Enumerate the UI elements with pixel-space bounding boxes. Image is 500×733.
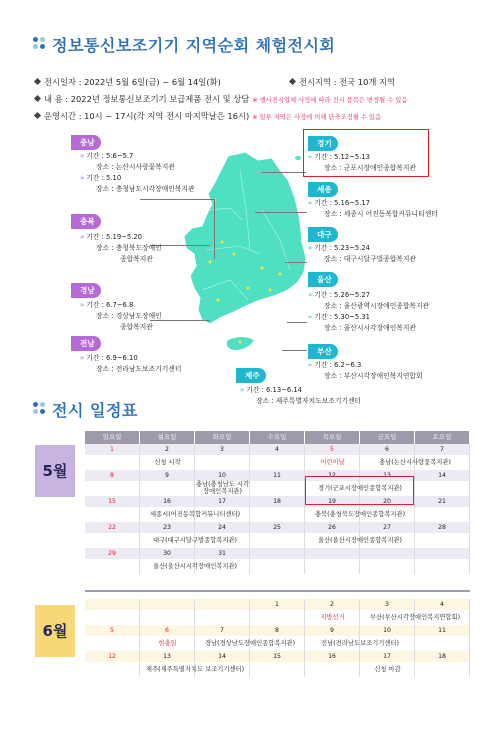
gyeonggi-highlight-box [303,129,429,177]
schedule-date-cell: 30 [140,548,195,559]
region-chungbuk-info: » 기간 : 5.19~5.20 장소 : 충청북도장애인 종합복지관 [80,233,162,263]
schedule-date-row [85,548,470,559]
region-busan-info: » 기간 : 6.2~6.3 장소 : 부산시각장애인복지연합회 [308,361,423,380]
schedule-date-cell: 6 [140,625,195,636]
region-ulsan-info: » 기간 : 5.26~5.27 장소 : 울산광역시장애인종합복지관 » 기간 : 5.30~5.31 장소 : 울산시시각장애인복지관 [308,291,430,332]
region-chungnam-tag: 충남 [71,135,101,150]
schedule-date-cell: 26 [305,522,360,533]
schedule-date-cell: 31 [195,548,250,559]
month-may-label: 5월 [35,445,75,497]
schedule-date-cell: 13 [140,651,195,662]
schedule-date-cell: 23 [140,522,195,533]
schedule-date-cell: 7 [195,625,250,636]
schedule-date-cell: 25 [250,522,305,533]
schedule-date-cell: 8 [85,470,140,481]
schedule-date-cell: 2 [305,599,360,610]
schedule-date-cell: 18 [250,496,305,507]
leader-ulsan [287,322,307,323]
schedule-date-cell: 3 [360,599,415,610]
region-gyeongnam-tag: 경남 [71,283,101,298]
region-chungnam-info: » 기간 : 5.6~5.7 장소 : 논산시사랑꽃복지관 » 기간 : 5.10 장소 : 충청남도시각장애인복지관 [80,152,195,193]
schedule-date-cell: 14 [415,470,470,481]
schedule-date-cell: 21 [415,496,470,507]
schedule-date-cell: 10 [360,625,415,636]
schedule-date-cell: 1 [85,444,140,455]
page-title: 정보통신보조기기 지역순회 체험전시회 [52,36,336,55]
month-june-label: 6월 [35,605,75,657]
schedule-date-cell: 10 [195,470,250,481]
schedule-date-row [85,444,470,455]
schedule-date-cell: 18 [415,651,470,662]
title-dots-icon [33,37,47,51]
leader-chungnam-v [214,199,215,259]
schedule-date-cell [195,599,250,610]
schedule-event: 전남(전라남도보조기기센터) [321,640,399,647]
schedule-date-cell [305,548,360,559]
schedule-day-header: 목요일 [305,431,360,444]
region-gyeongnam-info: » 기간 : 6.7~6.8 장소 : 경상남도장애인 종합복지관 [80,301,162,331]
leader-busan [282,350,307,351]
leader-daegu [285,262,307,263]
info-content-note: ※ 행사전시업체 사정에 따라 전시 품목은 변경될 수 있음 [252,97,408,104]
schedule-date-cell: 5 [305,444,360,455]
info-hours-note: ※ 일부 지역은 사정에 의해 단축조정될 수 있음 [252,114,382,121]
region-daegu-info: » 기간 : 5.23~5.24 장소 : 대구시달구벌종합복지관 [308,244,416,263]
schedule-date-cell: 14 [195,651,250,662]
schedule-day-header: 토요일 [415,431,470,444]
schedule-june-body [85,599,470,677]
leader-sejong [255,212,307,213]
region-sejong-tag: 세종 [308,182,338,197]
region-gyeonggi-info: » 기간 : 5.12~5.13 장소 : 군포시장애인종합복지관 [308,153,416,172]
schedule-title: 전시 일정표 [52,401,138,420]
schedule-date-cell: 9 [305,625,360,636]
schedule-date-cell: 27 [360,522,415,533]
schedule-event: 지방선거 [320,614,345,621]
schedule-date-cell: 4 [250,444,305,455]
schedule-event-row [85,559,470,574]
schedule-event: 경남(경상남도장애인종합복지관) [204,640,296,647]
schedule-date-cell: 16 [305,651,360,662]
schedule-date-cell: 8 [250,625,305,636]
leader-gyeonggi [262,172,306,173]
schedule-date-row [85,651,470,662]
region-jeju-info: » 기간 : 6.13~6.14 장소 : 제주특별자치도보조기기센터 [240,386,362,405]
schedule-event: 충남(논산시사랑꽃복지관) [379,459,451,466]
schedule-date-cell: 4 [415,599,470,610]
region-sejong-info: » 기간 : 5.16~5.17 장소 : 세종시 어진동복합커뮤니티센터 [308,199,438,218]
schedule-event-row [85,662,470,677]
schedule-date-cell: 9 [140,470,195,481]
schedule-date-cell: 1 [250,599,305,610]
schedule-may-body [85,444,470,574]
schedule-date-cell: 29 [85,548,140,559]
schedule-date-cell: 22 [85,522,140,533]
schedule-date-cell: 12 [85,651,140,662]
schedule-dots-icon [33,402,47,416]
schedule-date-cell: 11 [415,625,470,636]
info-hours: 운영시간 : 10시 ~ 17시(각 지역 전시 마지막날은 16시) ※ 일부 지역은 사정에 의해 단축조정될 수 있음 [35,110,381,122]
schedule-date-cell: 20 [360,496,415,507]
schedule-day-header: 금요일 [360,431,415,444]
schedule-event: 충북(충청북도장애인종합복지관) [314,511,406,518]
schedule-date-cell: 13 [360,470,415,481]
schedule-date-cell: 2 [140,444,195,455]
schedule-date-cell [250,548,305,559]
schedule-event-row [85,533,470,548]
schedule-date-cell: 11 [250,470,305,481]
schedule-date-row [85,599,470,610]
schedule-date-cell: 28 [415,522,470,533]
schedule-date-cell [85,599,140,610]
schedule-day-header: 수요일 [250,431,305,444]
info-date: 전시일자 : 2022년 5월 6일(금) ~ 6월 14일(화) [35,76,221,88]
schedule-day-header: 일요일 [85,431,140,444]
schedule-event: 부산(부산시각장애인복지연합회) [369,614,461,621]
region-busan-tag: 부산 [308,344,338,359]
schedule-date-cell: 24 [195,522,250,533]
schedule-date-cell: 17 [195,496,250,507]
schedule-event-row [85,507,470,522]
schedule-date-cell [415,548,470,559]
info-region: 전시지역 : 전국 10개 지역 [290,76,395,88]
schedule-date-cell: 12 [305,470,360,481]
info-content: 내 용 : 2022년 정보통신보조기기 보급제품 전시 및 상담 ※ 행사전시업체 사정에 따라 전시 품목은 변경될 수 있음 [35,93,407,105]
schedule-date-cell: 17 [360,651,415,662]
schedule-event-row [85,636,470,651]
schedule-date-cell: 16 [140,496,195,507]
schedule-event: 신청 마감 [374,666,401,673]
schedule-date-cell [360,548,415,559]
region-ulsan-tag: 울산 [308,272,338,287]
schedule-event: 대구(대구시달구벌종합복지관) [153,537,237,544]
schedule-date-cell: 5 [85,625,140,636]
schedule-date-cell: 6 [360,444,415,455]
schedule-day-header: 화요일 [195,431,250,444]
schedule-event: 울산(울산시장애인종합복지관) [318,537,402,544]
schedule-header-row [85,431,470,444]
schedule-date-cell: 15 [250,651,305,662]
schedule-event: 충남(충청남도 시각장애인복지관) [195,481,250,495]
region-jeju-tag: 제주 [236,368,266,383]
schedule-event: 신청 시작 [154,459,181,466]
schedule-date-cell: 3 [195,444,250,455]
region-chungbuk-tag: 충북 [71,214,101,229]
schedule-gap [85,574,470,592]
schedule-event: 세종시(어진동복합커뮤니티센터) [149,511,241,518]
region-gyeonggi-tag: 경기 [308,136,338,151]
schedule-event-row [85,610,470,625]
schedule-date-cell: 19 [305,496,360,507]
schedule-date-cell: 15 [85,496,140,507]
schedule-event: 경기(군포시장애인종합복지관) [318,485,402,492]
schedule-day-header: 월요일 [140,431,195,444]
schedule-date-cell [140,599,195,610]
schedule-event: 제주(제주특별자치도 보조기기센터) [145,666,245,673]
schedule-gyeonggi-highlight [305,476,414,505]
schedule-date-cell: 7 [415,444,470,455]
schedule-date-row [85,625,470,636]
leader-chungnam [140,199,214,200]
schedule-event-row [85,455,470,470]
schedule-event: 어린이날 [320,459,345,466]
region-jeonnam-tag: 전남 [71,336,101,351]
schedule-table [85,431,470,677]
schedule-event: 현충일 [158,640,177,647]
region-daegu-tag: 대구 [308,227,338,242]
schedule-date-row [85,522,470,533]
region-jeonnam-info: » 기간 : 6.9~6.10 장소 : 전라남도보조기기센터 [80,354,182,373]
schedule-event: 울산(울산시시각장애인복지관) [153,563,237,570]
